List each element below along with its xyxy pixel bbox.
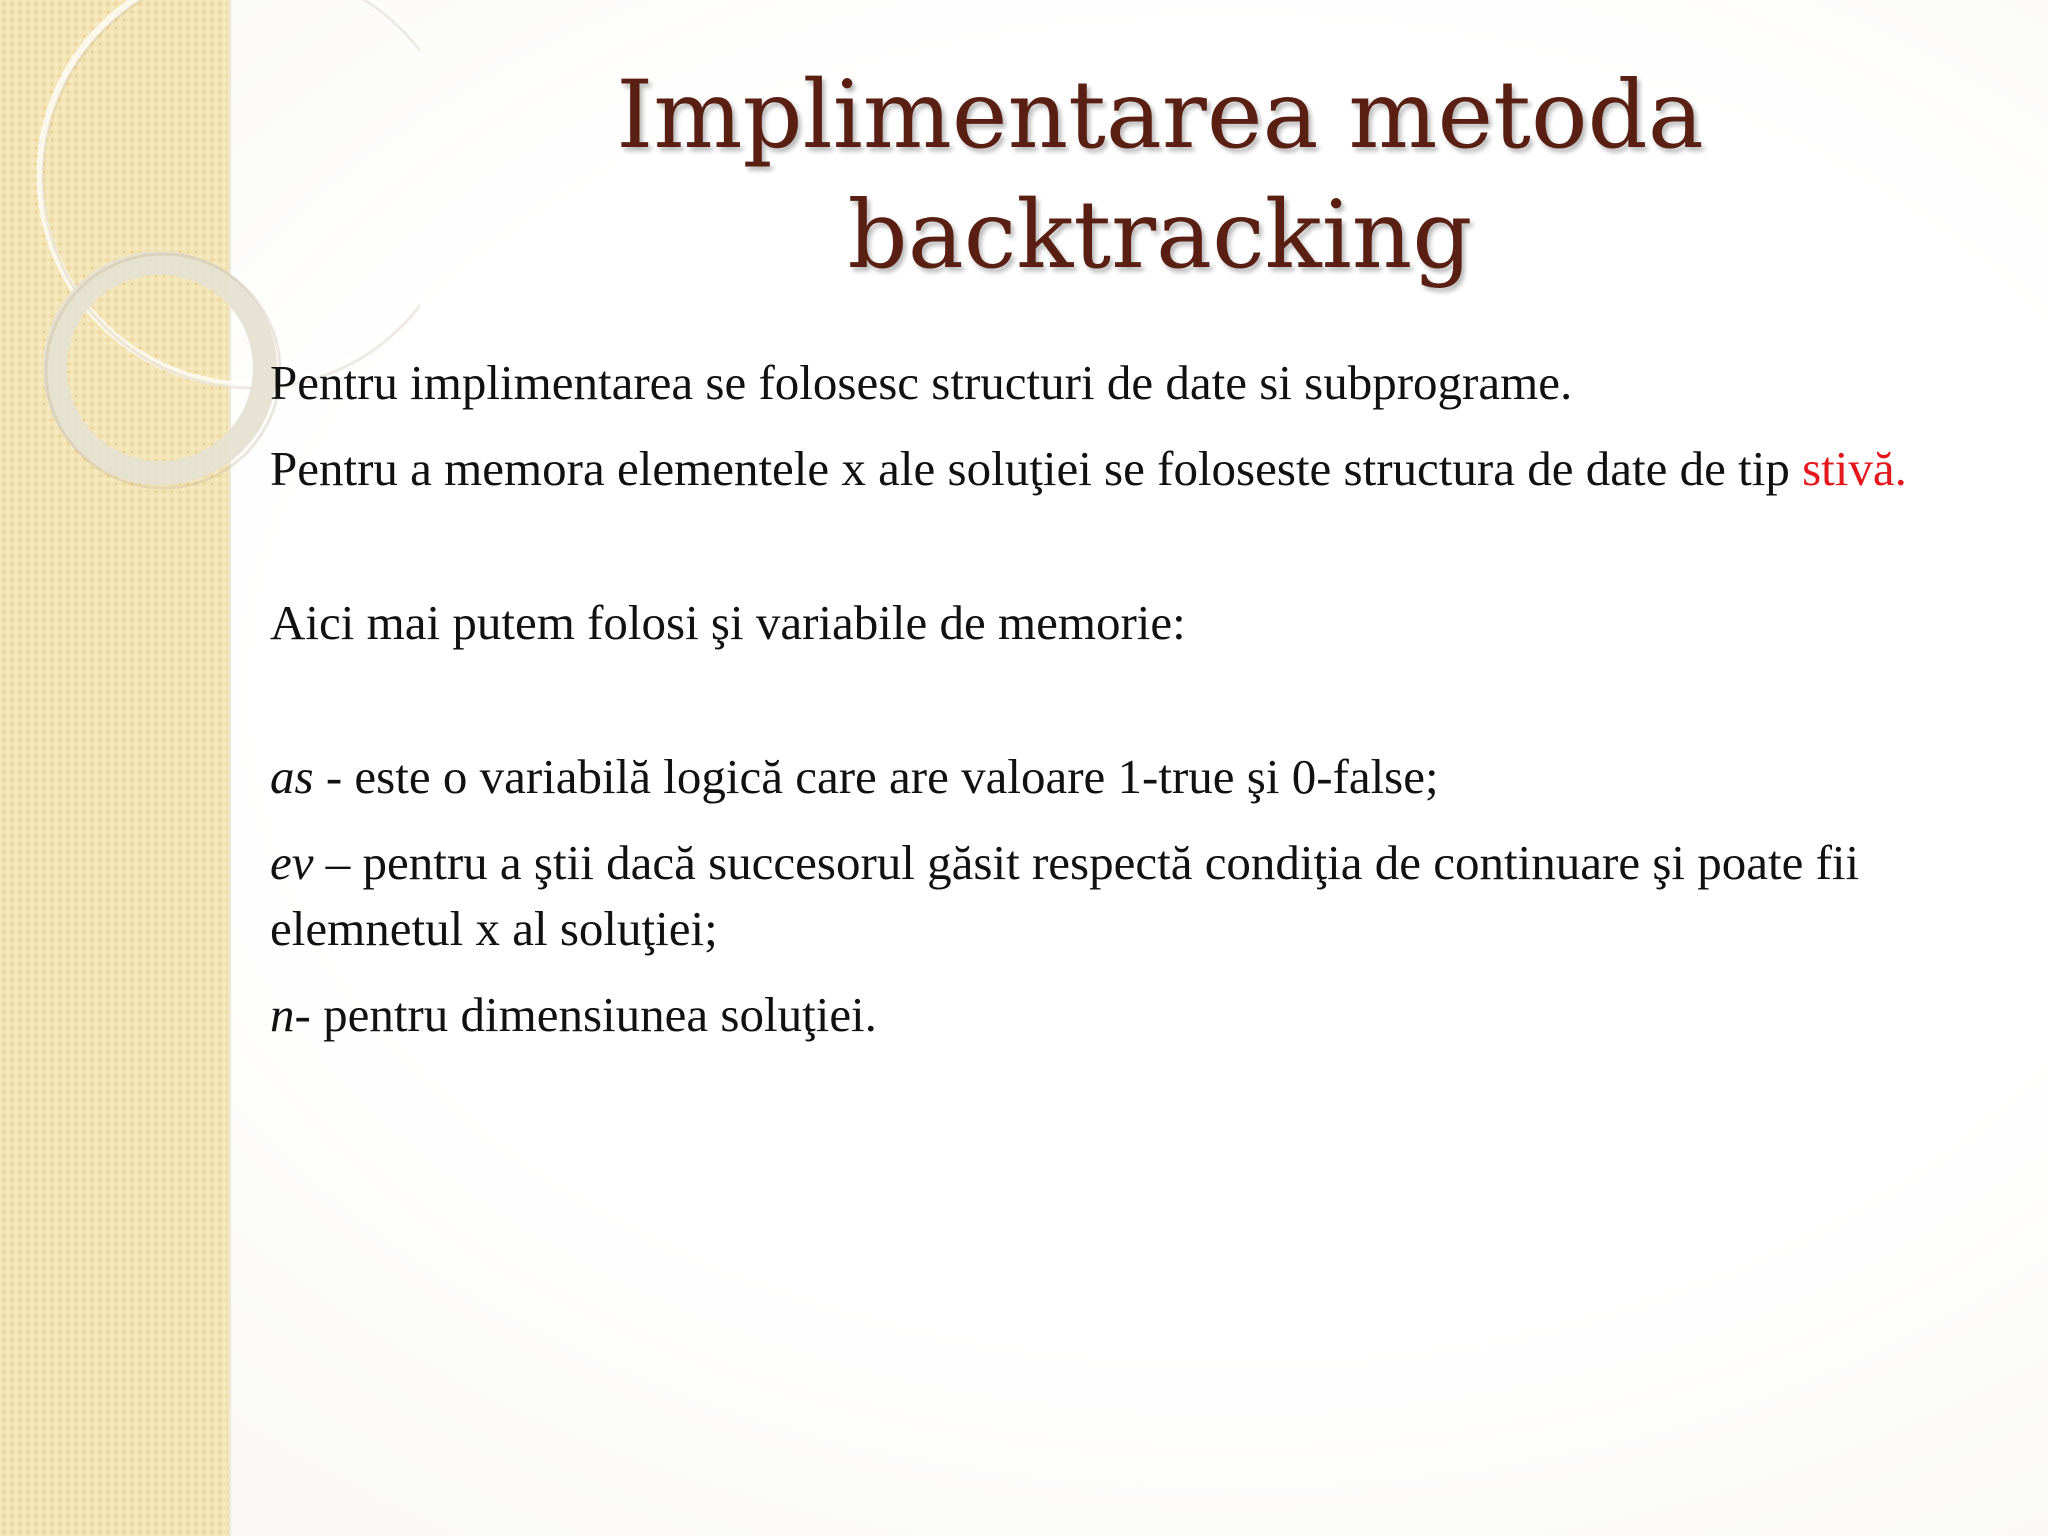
title-line-2: backtracking xyxy=(847,181,1473,290)
large-ring xyxy=(40,0,420,385)
slide-body xyxy=(270,350,1970,1048)
small-ring-shadow xyxy=(46,254,280,488)
paragraph-stack xyxy=(270,436,1970,502)
large-ring-shadow xyxy=(43,0,420,388)
paragraph-structures: Pentru implimentarea se folosesc structuri de date si subprograme. xyxy=(270,355,1573,410)
paragraph-var-as xyxy=(270,744,1970,810)
paragraph-stack-text: Pentru a memora elementele x ale soluţiei se foloseste structura de date de tip xyxy=(270,441,1803,496)
var-n-description: - pentru dimensiunea soluţiei. xyxy=(294,987,877,1042)
var-as: as xyxy=(270,749,314,804)
var-as-description: - este o variabilă logică care are valoare 1-true şi 0-false; xyxy=(313,749,1439,804)
var-ev-description: – pentru a ştii dacă succesorul găsit respectă condiţia de continuare şi poate fii elemnetul x al soluţiei; xyxy=(270,835,1860,956)
title-line-1: Implimentarea metoda xyxy=(616,61,1704,170)
stack-highlight: stivă. xyxy=(1802,441,1907,496)
paragraph-memory-variables: Aici mai putem folosi şi variabile de memorie: xyxy=(270,595,1186,650)
paragraph-var-ev xyxy=(270,830,1970,962)
slide-title xyxy=(560,56,1760,296)
var-ev: ev xyxy=(270,835,314,890)
var-n: n xyxy=(270,987,295,1042)
paragraph-var-n xyxy=(270,982,1970,1048)
